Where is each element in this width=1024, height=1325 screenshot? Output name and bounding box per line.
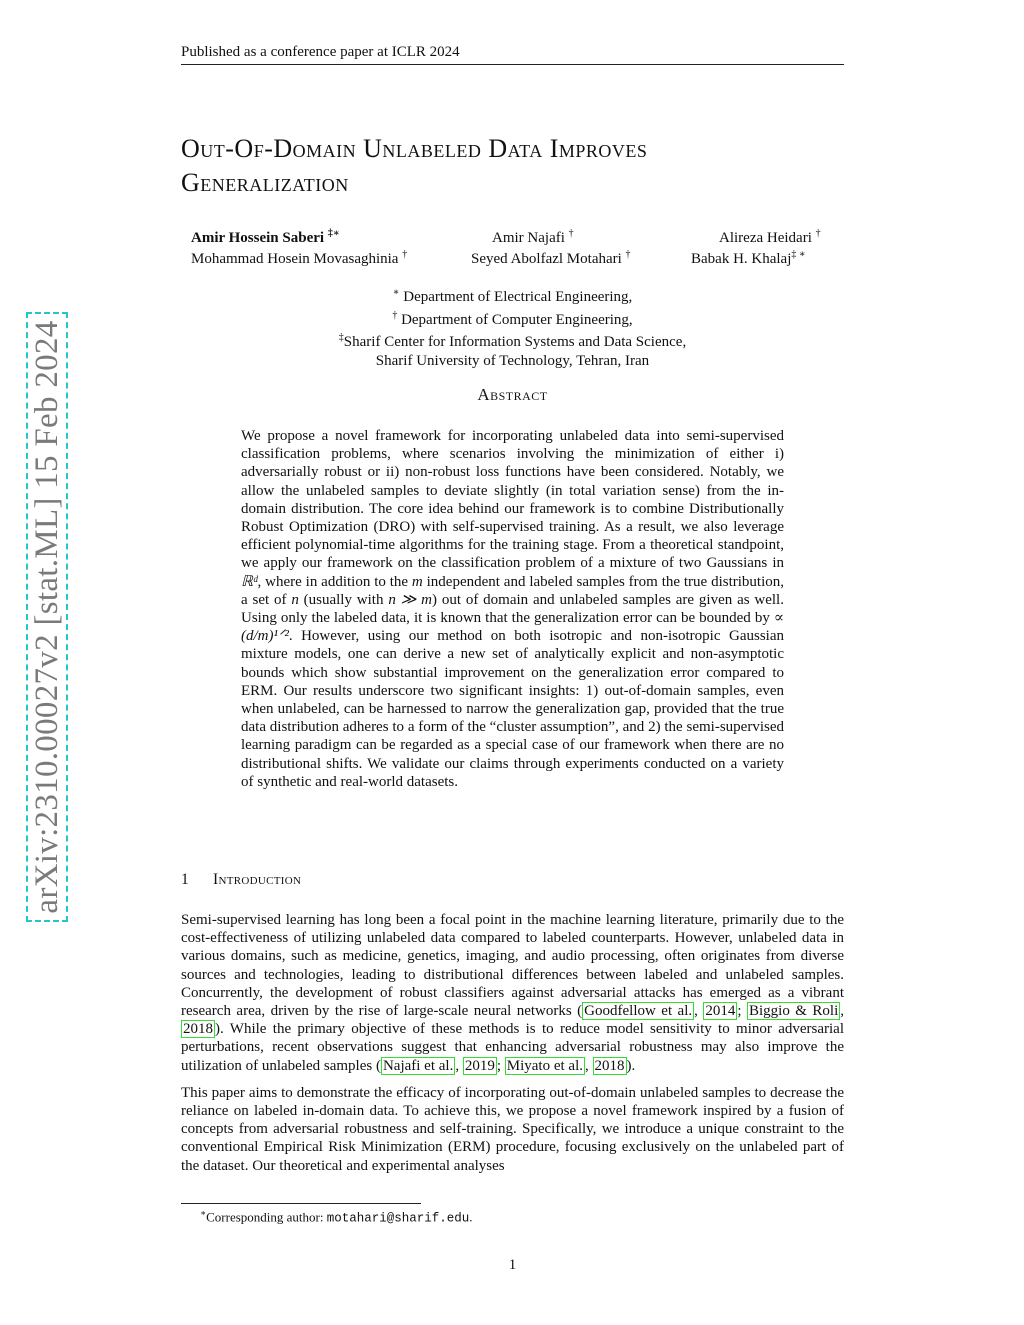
author-3: Alireza Heidari † [719, 228, 821, 246]
page-number: 1 [508, 1257, 517, 1273]
intro-paragraph-2: This paper aims to demonstrate the efficacy of incorporating out-of-domain unlabeled samples to decrease the reliance on labeled in-domain data. To achieve this, we propose a novel framework inspired by a fusion of concepts from adversarial robustness and self-training. Specifically, we introduce a unique constraint to the conventional Empirical Risk Minimization (ERM) procedure, focusing exclusively on the unlabeled part of the dataset. Our theoretical and experimental analyses [181, 1084, 844, 1174]
author-1: Amir Hossein Saberi ‡∗ [191, 228, 340, 246]
abstract-heading: Abstract [477, 385, 548, 404]
citation-najafi-year[interactable]: 2019 [464, 1057, 495, 1074]
citation-biggio[interactable]: Biggio & Roli [748, 1003, 839, 1020]
author-4: Mohammad Hosein Movasaghinia † [191, 249, 408, 267]
paper-title [181, 132, 821, 200]
introduction-body [181, 911, 844, 1184]
footnote-email[interactable]: motahari@sharif.edu [326, 1211, 470, 1226]
math-n: n [291, 591, 299, 608]
affiliation-line-2: † Department of Computer Engineering, [392, 309, 633, 328]
section-number: 1 [181, 871, 190, 888]
abstract-body [241, 427, 784, 791]
section-title: Introduction [213, 871, 302, 888]
citation-miyato-year[interactable]: 2018 [594, 1057, 625, 1074]
affiliations [181, 284, 844, 370]
intro-paragraph-1: Semi-supervised learning has long been a focal point in the machine learning literature, primarily due to the cost-effectiveness of utilizing unlabeled data compared to labeled counterparts. However, unlabeled data in various domains, such as medicine, genetics, imaging, and audio processing, often originates from diverse sources and technologies, leading to distributional differences between labeled and unlabeled samples. Concurrently, the development of robust classifiers against adversarial attacks has emerged as a vibrant research area, driven by the rise of large-scale neural networks ( Goodfellow et al. , 2014 ; Biggio & Roli , 2018 ). While the primary objective of these methods is to reduce model sensitivity to minor adversarial perturbations, recent observations suggest that enhancing adversarial robustness may also improve the utilization of unlabeled samples ( Najafi et al. , 2019 ; Miyato et al. , 2018 ). [181, 912, 844, 1074]
author-2: Amir Najafi † [492, 228, 574, 246]
author-6: Babak H. Khalaj‡ ∗ [691, 249, 806, 267]
math-m: m [411, 573, 423, 590]
citation-goodfellow-year[interactable]: 2014 [705, 1003, 736, 1020]
math-Rd: ℝᵈ [241, 573, 258, 590]
math-n-gg-m: n ≫ m [388, 591, 433, 608]
footnote-rule [181, 1203, 421, 1204]
arxiv-identifier-stamp[interactable]: arXiv:2310.00027v2 [stat.ML] 15 Feb 2024 [26, 312, 68, 922]
citation-goodfellow[interactable]: Goodfellow et al. [584, 1003, 693, 1020]
citation-najafi[interactable]: Najafi et al. [382, 1057, 454, 1074]
author-5: Seyed Abolfazl Motahari † [471, 249, 631, 267]
math-bound: ∝ (d/m)¹ᐟ² [241, 610, 784, 645]
citation-biggio-year[interactable]: 2018 [183, 1021, 213, 1038]
footnote: ∗Corresponding author: motahari@sharif.edu. [200, 1208, 473, 1226]
abstract-paragraph: We propose a novel framework for incorporating unlabeled data into semi-supervised classification problems, where scenarios involving the minimization of either i) adversarially robust or ii) non-robust loss functions have been considered. Notably, we allow the unlabeled samples to deviate slightly (in total variation sense) from the in-domain distribution. The core idea behind our framework is to combine Distributionally Robust Optimization (DRO) with self-supervised training. As a result, we also leverage efficient polynomial-time algorithms for the training stage. From a theoretical standpoint, we apply our framework on the classification problem of a mixture of two Gaussians in ℝᵈ, where in addition to the m independent and labeled samples from the true distribution, a set of n (usually with n ≫ m) out of domain and unlabeled samples are given as well. Using only the labeled data, it is known that the generalization error can be bounded by ∝ (d/m)¹ᐟ². However, using our method on both isotropic and non-isotropic Gaussian mixture models, one can derive a new set of analytically explicit and non-asymptotic bounds which show substantial improvement on the generalization error compared to ERM. Our results underscore two significant insights: 1) out-of-domain samples, even when unlabeled, can be harnessed to narrow the generalization gap, provided that the true data distribution adheres to a form of the “cluster assumption”, and 2) the semi-supervised learning paradigm can be regarded as a special case of our framework when there are no distributional shifts. We validate our claims through experiments conducted on a variety of synthetic and real-world datasets. [241, 428, 784, 790]
section-heading-introduction [181, 871, 581, 889]
affiliation-line-1: ∗ Department of Electrical Engineering, [392, 287, 633, 305]
citation-miyato[interactable]: Miyato et al. [506, 1057, 583, 1074]
affiliation-line-4: Sharif University of Technology, Tehran, Iran [375, 352, 650, 369]
running-header: Published as a conference paper at ICLR 2024 [181, 44, 844, 65]
title-line-1: Out-Of-Domain Unlabeled Data Improves [181, 134, 648, 163]
affiliation-line-3: ‡Sharif Center for Information Systems and Data Science, [338, 332, 687, 350]
title-line-2: Generalization [181, 168, 349, 197]
